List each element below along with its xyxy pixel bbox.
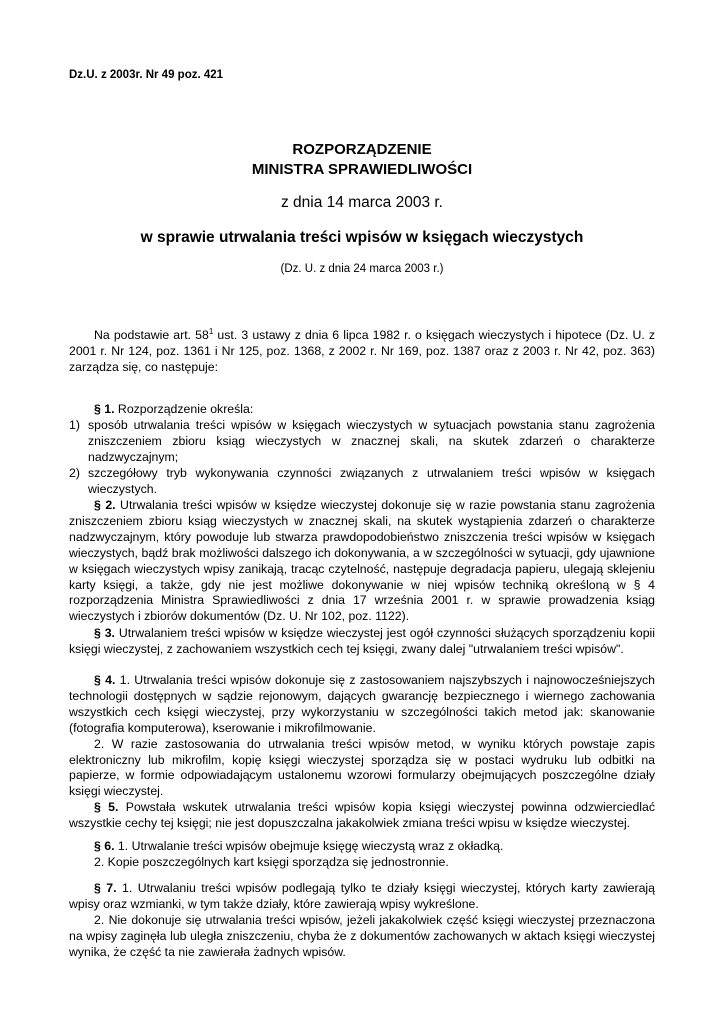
preamble <box>69 328 655 376</box>
section-3 <box>69 626 655 658</box>
title-line-1: ROZPORZĄDZENIE <box>292 141 432 158</box>
regulation-date: z dnia 14 marca 2003 r. <box>281 194 443 211</box>
list-item <box>69 418 655 466</box>
section-paragraph-2: 2. Kopie poszczególnych kart księgi sporządza się jednostronnie. <box>94 854 449 869</box>
section-paragraph-2: 2. W razie zastosowania do utrwalania treści wpisów metod, w wyniku których powstaje zapis elektroniczny lub mikrofilm, kopię księgi wieczystej sporządza się w postaci wydruku lub odbitki na papierze, w formie odpowiadającym ustalonemu wzorowi formularzy obejmujących poszczególne działy księgi wieczystej. <box>69 736 655 799</box>
section-number: § 7. <box>94 881 117 895</box>
list-item-text: szczegółowy tryb wykonywania czynności związanych z utrwalaniem treści wpisów w księgach wieczystych. <box>88 465 655 496</box>
list-item-number: 2) <box>69 465 80 480</box>
section-number: § 4. <box>94 673 116 687</box>
section-text: 1. Utrwalaniu treści wpisów podlegają tylko te działy księgi wieczystej, których karty zawierają wpisy oraz wzmianki, w tym także działy, które zawierają wpisy wykreślone. <box>69 881 656 911</box>
list-item-number: 1) <box>69 417 80 432</box>
regulation-title <box>69 140 655 180</box>
preamble-text-a: Na podstawie art. 58 <box>94 328 209 342</box>
publication-note: (Dz. U. z dnia 24 marca 2003 r.) <box>280 263 444 275</box>
section-text: 1. Utrwalanie treści wpisów obejmuje księgę wieczystą wraz z okładką. <box>114 839 504 853</box>
section-text: Powstała wskutek utrwalania treści wpisów kopia księgi wieczystej powinna odzwierciedlać wszystkie cechy tej księgi; nie jest dopuszczalna jakakolwiek zmiana treści wpisu w księdze wieczystej. <box>69 800 655 830</box>
section-text: Rozporządzenie określa: <box>114 402 254 416</box>
section-4 <box>69 673 655 800</box>
section-text: 1. Utrwalania treści wpisów dokonuje się z zastosowaniem najszybszych i najnowocześniejszych technologii dostępnych w sądzie rejonowym, dających gwarancję bezpiecznego i wiernego zachowania wszystkich cech księgi wieczystej, przy wykorzystaniu w szczególności takich metod jak: skanowanie (fotografia komputerowa), kserowanie i mikrofilmowanie. <box>69 673 656 735</box>
section-7 <box>69 881 655 961</box>
preamble-text-b: ust. 3 ustawy z dnia 6 lipca 1982 r. o księgach wieczystych i hipotece (Dz. U. z 2001 r. Nr 124, poz. 1361 i Nr 125, poz. 1368, z 2002 r. Nr 169, poz. 1387 oraz z 2003 r. Nr 42, poz. 363) zarządza się, co następuje: <box>69 328 655 374</box>
section-1 <box>69 402 655 497</box>
section-paragraph-2: 2. Nie dokonuje się utrwalania treści wpisów, jeżeli jakakolwiek część księgi wieczystej przeznaczona na wpisy zaginęła lub uległa zniszczeniu, chyba że z dokumentów zachowanych w aktach księgi wieczystej wynika, że część ta nie zawierała żadnych wpisów. <box>69 912 655 959</box>
preamble-superscript: 1 <box>208 326 214 336</box>
section-number: § 5. <box>94 800 119 814</box>
list-item-text: sposób utrwalania treści wpisów w księgach wieczystych w sytuacjach powstania stanu zagrożenia zniszczeniem zbioru ksiąg wieczystych w znacznej skali, na skutek zdarzeń o charakterze nadzwyczajnym; <box>88 417 655 464</box>
regulation-subject: w sprawie utrwalania treści wpisów w księgach wieczystych <box>140 229 584 246</box>
section-number: § 1. <box>94 402 115 416</box>
section-number: § 2. <box>94 498 116 512</box>
section-text: Utrwalania treści wpisów w księdze wieczystej dokonuje się w razie powstania stanu zagrożenia zniszczeniem zbioru ksiąg wieczystych w znacznej skali, na skutek wystąpienia zdarzeń o charakterze nadzwyczajnym, który powoduje lub stwarza prawdopodobieństwo zniszczenia treści wpisów w księgach wieczystych, bądź brak możliwości dalszego ich dokonywania, a w szczególności w sytuacji, gdy ujawnione w księgach wieczystych wpisy zanikają, tracąc czytelność, następuje degradacja papieru, ulegają sklejeniu karty księgi, a także, gdy nie jest możliwe dokonywanie w niej wpisów techniką określoną w § 4 rozporządzenia Ministra Sprawiedliwości z dnia 17 września 2001 r. w sprawie prowadzenia ksiąg wieczystych i zbiorów dokumentów (Dz. U. Nr 102, poz. 1122). <box>69 498 655 624</box>
section-number: § 6. <box>94 839 115 853</box>
section-2 <box>69 498 655 625</box>
journal-reference: Dz.U. z 2003r. Nr 49 poz. 421 <box>69 69 224 81</box>
section-text: Utrwalaniem treści wpisów w księdze wieczystej jest ogół czynności służących sporządzeniu kopii księgi wieczystej, z zachowaniem wszystkich cech tej księgi, zwany dalej "utrwalaniem treści wpisów". <box>69 626 655 656</box>
section-5 <box>69 800 655 832</box>
section-6 <box>69 839 655 871</box>
title-line-2: MINISTRA SPRAWIEDLIWOŚCI <box>251 161 473 178</box>
section-number: § 3. <box>94 626 115 640</box>
list-item <box>69 466 655 498</box>
